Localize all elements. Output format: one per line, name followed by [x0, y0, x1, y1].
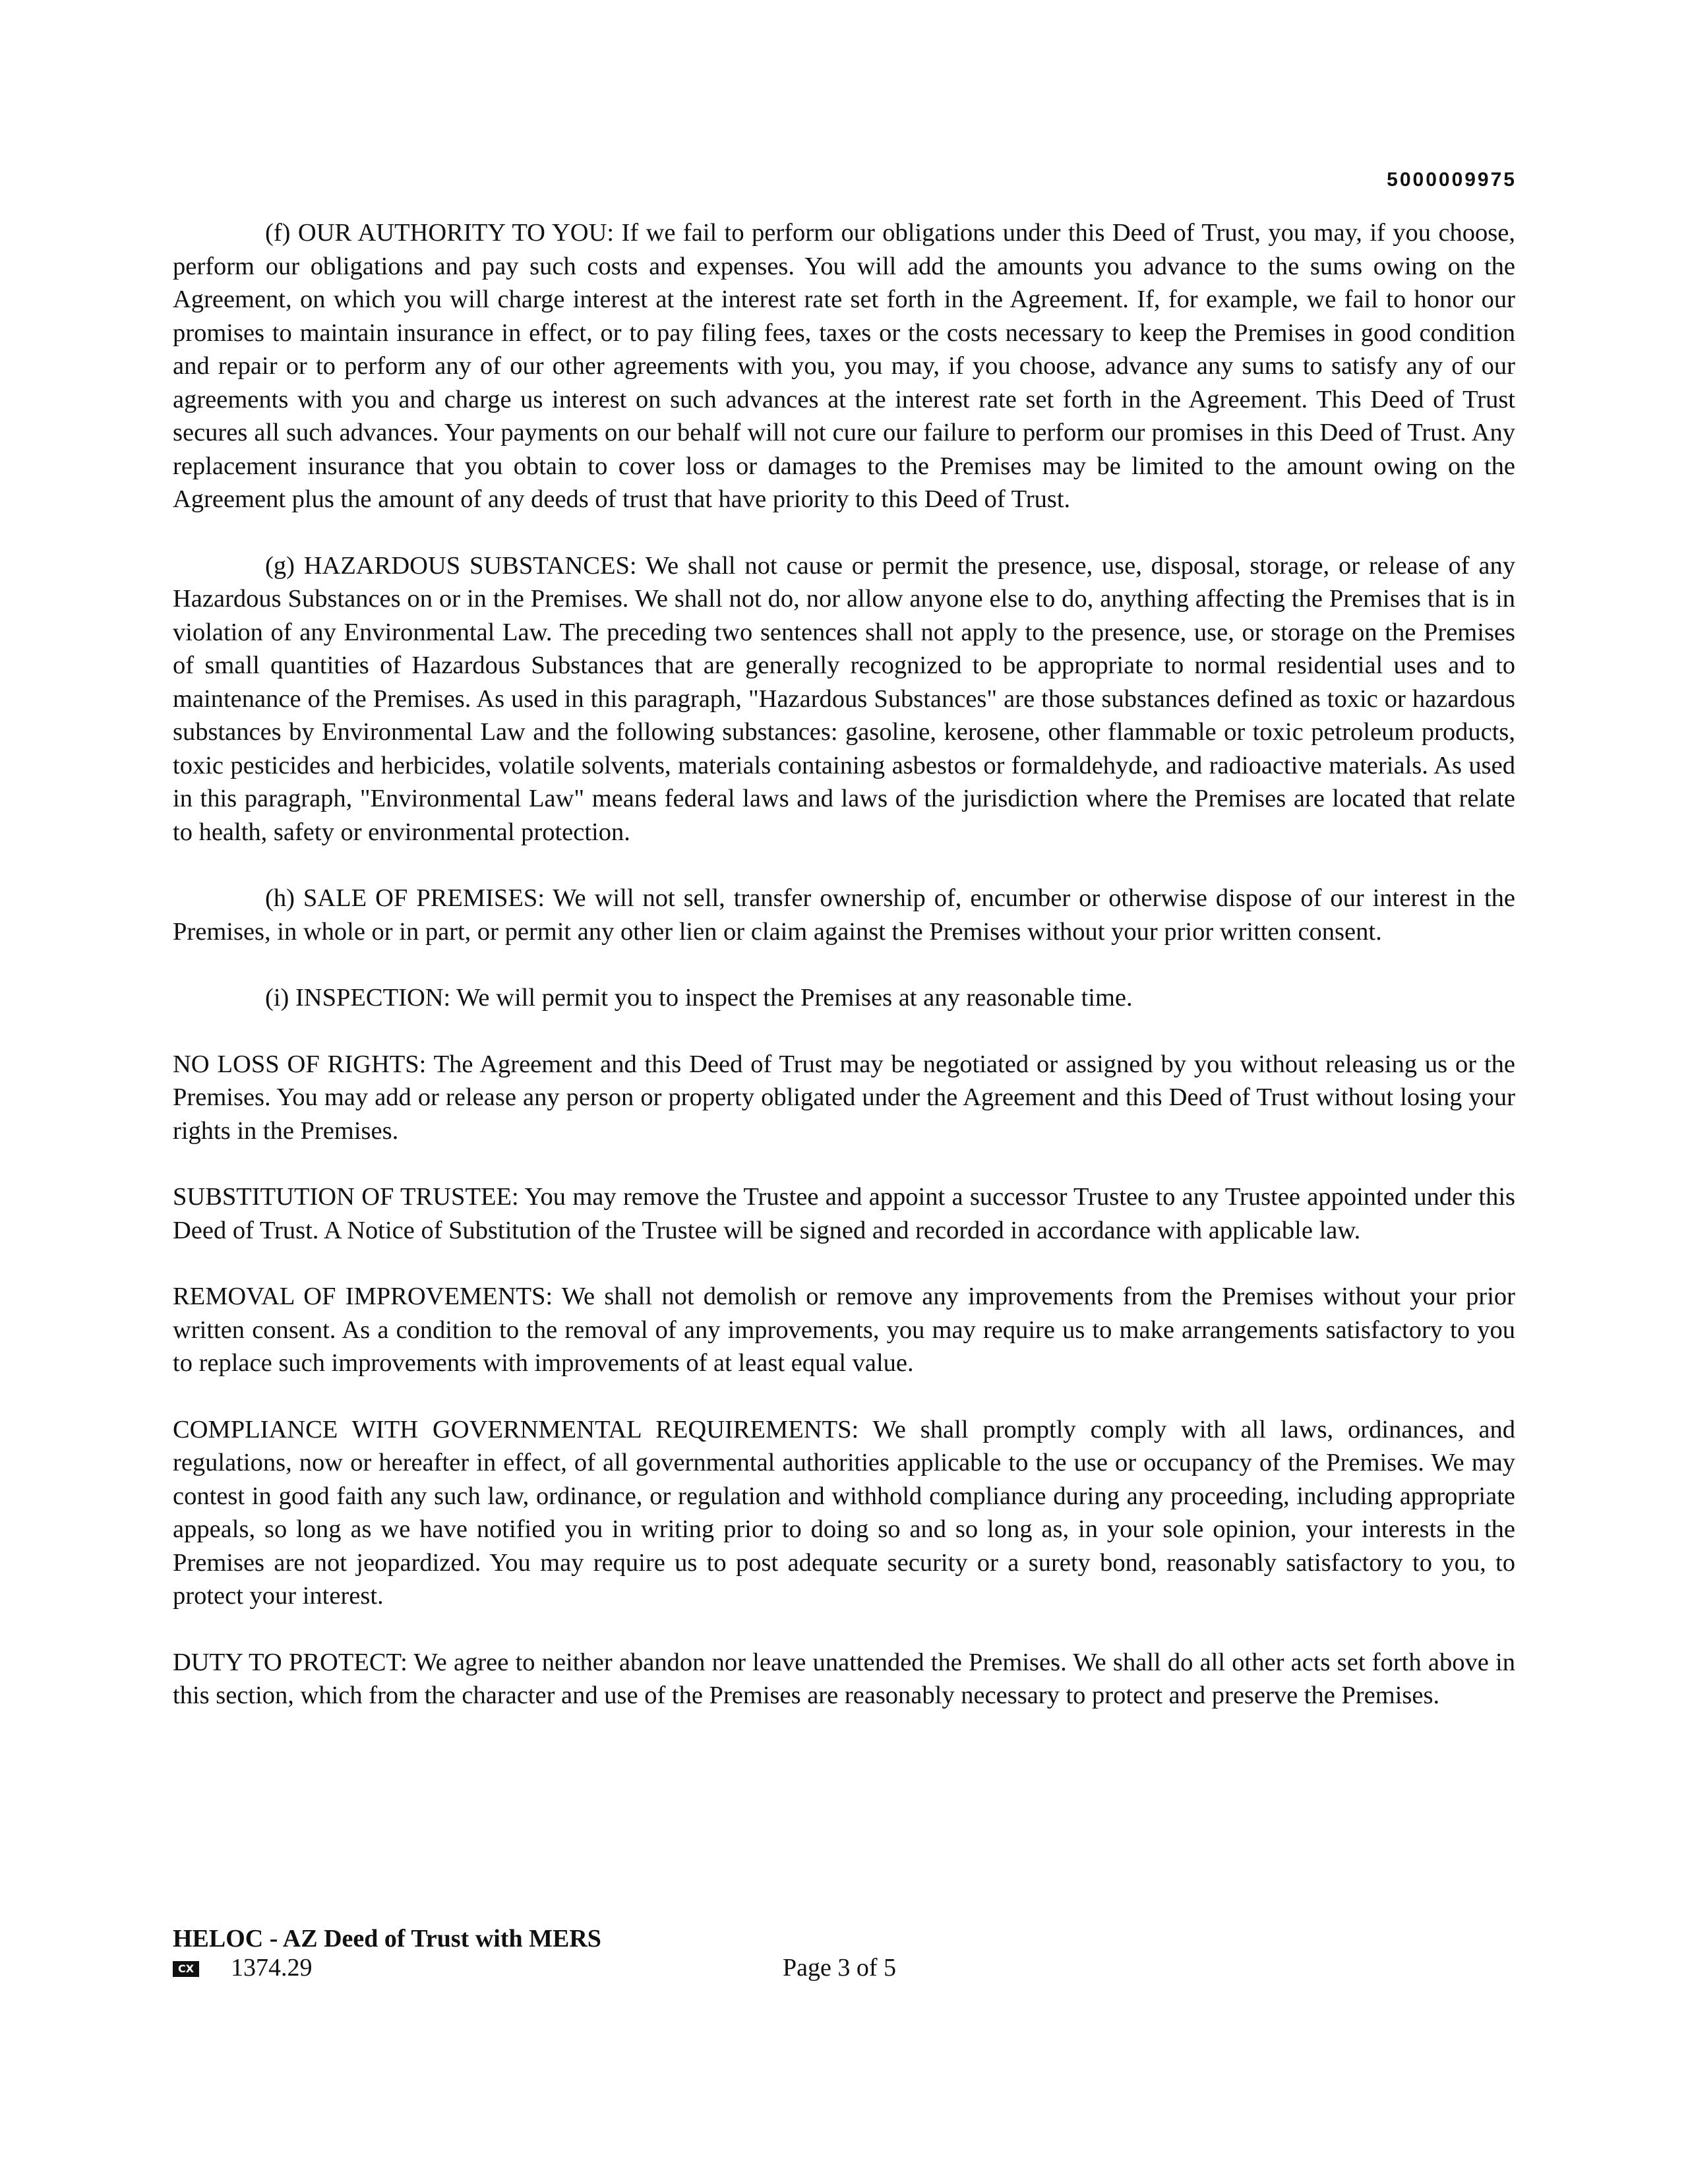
loan-number: 5000009975 — [1387, 169, 1517, 191]
form-code: 1374.29 — [231, 1954, 313, 1982]
footer-line — [173, 1953, 1515, 1985]
document-body — [173, 216, 1515, 1745]
paragraph-our-authority: (f) OUR AUTHORITY TO YOU: If we fail to perform our obligations under this Deed of Trust, you may, if you choose, perform our obligations and pay such costs and expenses. You will add the amounts you advance to the sums owing on the Agreement, on which you will charge interest at the interest rate set forth in the Agreement. If, for example, we fail to honor our promises to maintain insurance in effect, or to pay filing fees, taxes or the costs necessary to keep the Premises in good condition and repair or to perform any of our other agreements with you, you may, if you choose, advance any sums to satisfy any of our agreements with you and charge us interest on such advances at the interest rate set forth in the Agreement. This Deed of Trust secures all such advances. Your payments on our behalf will not cure our failure to perform our promises in this Deed of Trust. Any replacement insurance that you obtain to cover loss or damages to the Premises may be limited to the amount owing on the Agreement plus the amount of any deeds of trust that have priority to this Deed of Trust. — [173, 219, 1515, 513]
paragraph-compliance: COMPLIANCE WITH GOVERNMENTAL REQUIREMENTS: We shall promptly comply with all laws, ordinances, and regulations, now or hereafter in effect, of all governmental authorities applicable to the use or occupancy of the Premises. We may contest in good faith any such law, ordinance, or regulation and withhold compliance during any proceeding, including appropriate appeals, so long as we have notified you in writing prior to doing so and so long as, in your sole opinion, your interests in the Premises are not jeopardized. You may require us to post adequate security or a surety bond, reasonably satisfactory to you, to protect your interest. — [173, 1415, 1515, 1610]
paragraph-duty-to-protect: DUTY TO PROTECT: We agree to neither abandon nor leave unattended the Premises. We shall do all other acts set forth above in this section, which from the character and use of the Premises are reasonably necessary to protect and preserve the Premises. — [173, 1648, 1515, 1709]
form-logo-icon: CX — [173, 1961, 199, 1977]
page-number: Page 3 of 5 — [783, 1954, 897, 1982]
form-title: HELOC - AZ Deed of Trust with MERS — [173, 1925, 601, 1953]
paragraph-sale-of-premises: (h) SALE OF PREMISES: We will not sell, transfer ownership of, encumber or otherwise dispose of our interest in the Premises, in whole or in part, or permit any other lien or claim against the Premises without your prior written consent. — [173, 884, 1515, 946]
paragraph-no-loss-of-rights: NO LOSS OF RIGHTS: The Agreement and this Deed of Trust may be negotiated or assigned by you without releasing us or the Premises. You may add or release any person or property obligated under the Agreement and this Deed of Trust without losing your rights in the Premises. — [173, 1050, 1515, 1145]
page-footer — [173, 1924, 1515, 1985]
paragraph-substitution-of-trustee: SUBSTITUTION OF TRUSTEE: You may remove the Trustee and appoint a successor Trustee to any Trustee appointed under this Deed of Trust. A Notice of Substitution of the Trustee will be signed and recorded in accordance with applicable law. — [173, 1183, 1515, 1244]
paragraph-removal-of-improvements: REMOVAL OF IMPROVEMENTS: We shall not demolish or remove any improvements from the Premises without your prior written consent. As a condition to the removal of any improvements, you may require us to make arrangements satisfactory to you to replace such improvements with improvements of at least equal value. — [173, 1283, 1515, 1377]
paragraph-inspection: (i) INSPECTION: We will permit you to inspect the Premises at any reasonable time. — [265, 984, 1133, 1012]
paragraph-hazardous-substances: (g) HAZARDOUS SUBSTANCES: We shall not cause or permit the presence, use, disposal, storage, or release of any Hazardous Substances on or in the Premises. We shall not do, nor allow anyone else to do, anything affecting the Premises that is in violation of any Environmental Law. The preceding two sentences shall not apply to the presence, use, or storage on the Premises of small quantities of Hazardous Substances that are generally recognized to be appropriate to normal residential uses and to maintenance of the Premises. As used in this paragraph, "Hazardous Substances" are those substances defined as toxic or hazardous substances by Environmental Law and the following substances: gasoline, kerosene, other flammable or toxic petroleum products, toxic pesticides and herbicides, volatile solvents, materials containing asbestos or formaldehyde, and radioactive materials. As used in this paragraph, "Environmental Law" means federal laws and laws of the jurisdiction where the Premises are located that relate to health, safety or environmental protection. — [173, 551, 1515, 846]
